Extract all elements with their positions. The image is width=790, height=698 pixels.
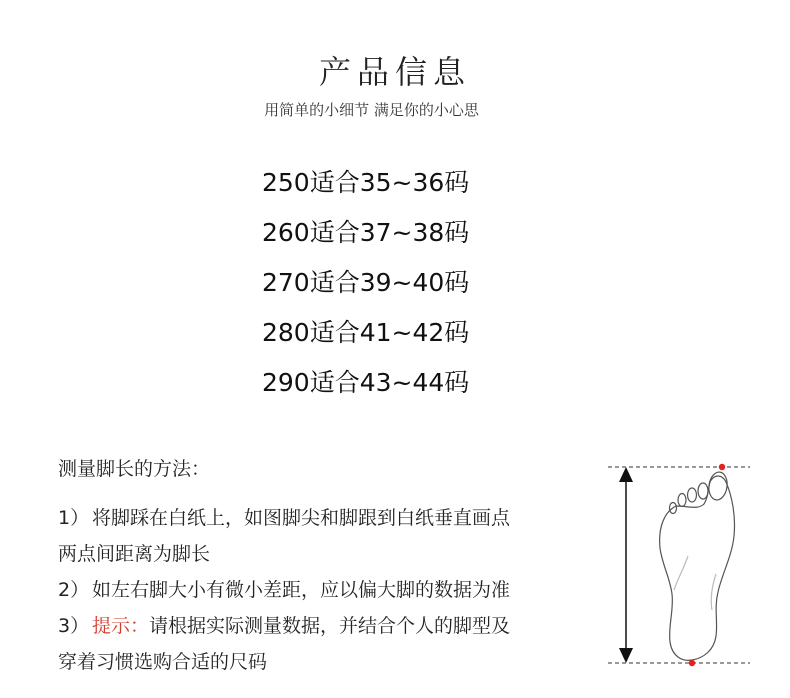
size-list <box>262 158 469 408</box>
foot-measure-figure <box>604 460 754 672</box>
size-item-280: 280适合41~42码 <box>262 318 470 347</box>
toe-mark-dot <box>719 464 725 470</box>
step-2 <box>58 572 598 608</box>
size-item-270: 270适合39~40码 <box>262 268 470 297</box>
method-heading: 测量脚长的方法： <box>58 458 211 480</box>
hint-label: 提示： <box>92 615 150 637</box>
step-text: 将脚踩在白纸上，如图脚尖和脚跟到白纸垂直画点 <box>92 507 511 529</box>
step-number: 1） <box>58 507 90 529</box>
step-text: 如左右脚大小有微小差距，应以偏大脚的数据为准 <box>92 579 511 601</box>
step-text: 请根据实际测量数据，并结合个人的脚型及 <box>149 615 511 637</box>
size-item-260: 260适合37~38码 <box>262 218 470 247</box>
page-subtitle: 用简单的小细节 满足你的小心思 <box>264 101 479 119</box>
heel-mark-dot <box>689 660 695 666</box>
step-number: 2） <box>58 579 90 601</box>
size-item-250: 250适合35~36码 <box>262 168 470 197</box>
step-3 <box>58 608 598 644</box>
foot-diagram <box>604 460 754 672</box>
step-1 <box>58 500 598 536</box>
step-3-continued: 穿着习惯选购合适的尺码 <box>58 651 268 673</box>
measure-steps <box>58 500 598 680</box>
page-title: 产品信息 <box>318 53 471 91</box>
step-number: 3） <box>58 615 90 637</box>
double-arrow-icon <box>619 467 633 663</box>
foot-outline-icon <box>660 471 735 660</box>
size-item-290: 290适合43~44码 <box>262 368 470 397</box>
step-1-continued: 两点间距离为脚长 <box>58 543 211 565</box>
